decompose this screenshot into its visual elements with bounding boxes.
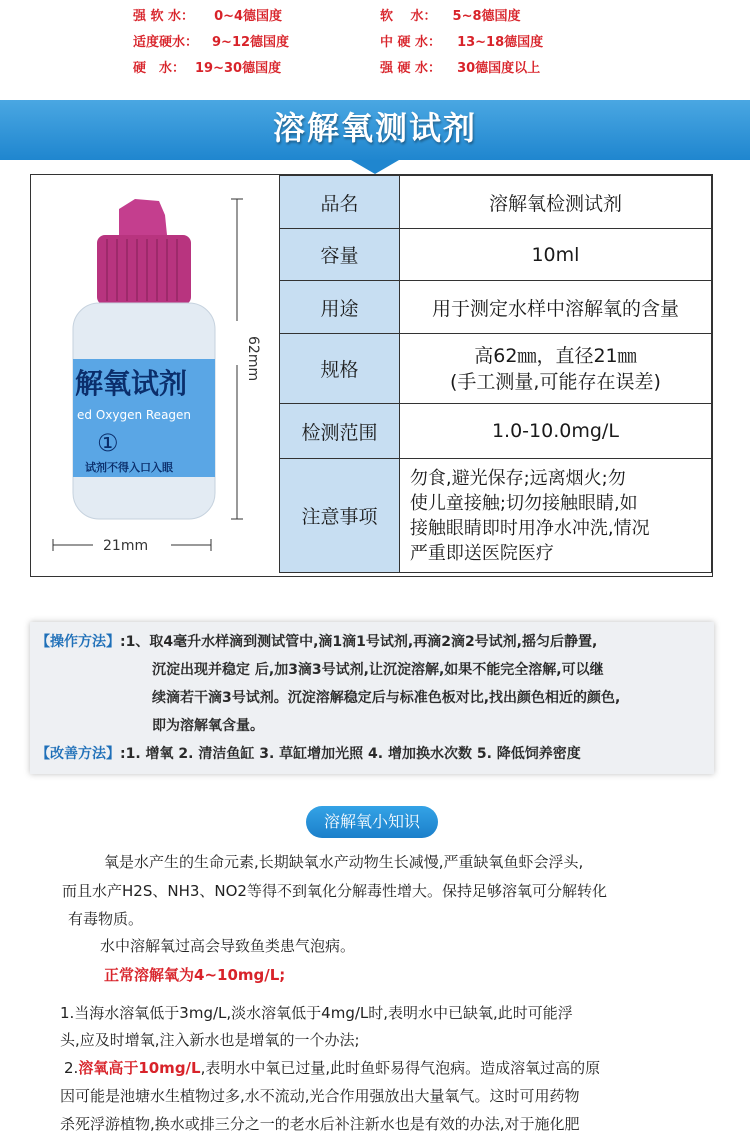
- spec-value: 用于测定水样中溶解氧的含量: [399, 281, 711, 334]
- width-dim-label: 21mm: [103, 538, 149, 554]
- spec-value: [399, 459, 711, 573]
- item2-line2: 因可能是池塘水生植物过多,水不流动,光合作用强放出大量氧气。这时可用药物: [60, 1087, 580, 1105]
- hardness-row-1-right: 软 水： 5~8德国度: [380, 9, 521, 24]
- spec-table: [279, 175, 712, 573]
- product-photo: [31, 175, 279, 576]
- operation-box: [30, 622, 714, 774]
- product-info: [30, 174, 713, 577]
- title-banner: [0, 100, 750, 160]
- hardness-row-2-left: 适度硬水： 9~12德国度: [133, 35, 290, 50]
- spec-value-line: 接触眼睛即时用净水冲洗,情况: [409, 517, 650, 539]
- item2-highlight: 溶氧高于10mg/L: [78, 1059, 201, 1077]
- banner-title: 溶解氧测试剂: [272, 109, 477, 147]
- bottle-label-num: ①: [97, 429, 119, 457]
- bottle-label-warn: 试剂不得入口入眼: [85, 461, 173, 474]
- improve-line: 【改善方法】:1. 增氧 2. 清洁鱼缸 3. 草缸增加光照 4. 增加换水次数 5. 降低饲养密度: [36, 746, 581, 762]
- bottle-label-en: ed Oxygen Reagen: [77, 408, 192, 422]
- spec-value-line: (手工测量,可能存在误差): [450, 370, 661, 393]
- knowledge-pill: 溶解氧小知识: [306, 806, 438, 838]
- spec-key: 规格: [280, 334, 400, 404]
- spec-value: [399, 334, 711, 404]
- spec-value-line: 严重即送医院医疗: [409, 542, 554, 564]
- spec-value-line: 勿食,避光保存;远离烟火;勿: [409, 467, 626, 489]
- hardness-table: [0, 0, 750, 82]
- hardness-row-3-right: 强 硬 水： 30德国度以上: [380, 61, 541, 76]
- spec-key: 用途: [280, 281, 400, 334]
- improve-tag: 【改善方法】: [36, 746, 120, 762]
- method-line-3: 续滴若干滴3号试剂。沉淀溶解稳定后与标准色板对比,找出颜色相近的颜色,: [152, 690, 621, 706]
- spec-value-line: 高62㎜，直径21㎜: [474, 344, 637, 367]
- knowledge-p2: 水中溶解氧过高会导致鱼类患气泡病。: [100, 937, 356, 955]
- item2-line3: 杀死浮游植物,换水或排三分之一的老水后补注新水也是有效的办法,对于施化肥: [60, 1115, 580, 1133]
- normal-range: 正常溶解氧为4~10mg/L;: [104, 966, 286, 984]
- spec-value: 1.0-10.0mg/L: [399, 404, 711, 459]
- height-dim-label: 62mm: [245, 336, 261, 382]
- spec-key: 品名: [280, 176, 400, 229]
- knowledge-p1-line3: 有毒物质。: [68, 910, 144, 928]
- spec-row: [280, 229, 712, 281]
- knowledge-p1-line1: 氧是水产生的生命元素,长期缺氧水产动物生长减慢,严重缺氧鱼虾会浮头,: [104, 853, 584, 871]
- method-line-2: 沉淀出现并稳定 后,加3滴3号试剂,让沉淀溶解,如果不能完全溶解,可以继: [152, 662, 604, 678]
- spec-key: 检测范围: [280, 404, 400, 459]
- item2-line1: 2.溶氧高于10mg/L,表明水中氧已过量,此时鱼虾易得气泡病。造成溶氧过高的原: [64, 1059, 601, 1077]
- spec-value-line: 使儿童接触;切勿接触眼睛,如: [409, 492, 638, 514]
- spec-value: 溶解氧检测试剂: [399, 176, 711, 229]
- item1-line1: 1.当海水溶氧低于3mg/L,淡水溶氧低于4mg/L时,表明水中已缺氧,此时可能浮: [60, 1004, 573, 1022]
- method-line-1: 【操作方法】:1、取4毫升水样滴到测试管中,滴1滴1号试剂,再滴2滴2号试剂,摇匀后静置,: [36, 634, 598, 650]
- spec-row: [280, 334, 712, 404]
- bottle-label-cn: 解氧试剂: [75, 367, 188, 400]
- bottle-illustration: [31, 175, 279, 576]
- hardness-row-3-left: 硬 水： 19~30德国度: [133, 61, 282, 76]
- method-line-4: 即为溶解氧含量。: [152, 718, 264, 734]
- spec-row: [280, 281, 712, 334]
- banner-notch: [351, 160, 399, 174]
- spec-key: 容量: [280, 229, 400, 281]
- bottle-cap-tip: [119, 199, 167, 237]
- spec-row: [280, 404, 712, 459]
- spec-row: [280, 176, 712, 229]
- method-tag: 【操作方法】: [36, 634, 120, 650]
- knowledge-p1-line2: 而且水产H2S、NH3、NO2等得不到氧化分解毒性增大。保持足够溶氧可分解转化: [62, 882, 607, 900]
- hardness-row-1-left: 强 软 水： 0~4德国度: [133, 9, 283, 24]
- item1-line2: 头,应及时增氧,注入新水也是增氧的一个办法;: [60, 1031, 360, 1049]
- hardness-row-2-right: 中 硬 水： 13~18德国度: [380, 35, 544, 50]
- spec-key: 注意事项: [280, 459, 400, 573]
- spec-value: 10ml: [399, 229, 711, 281]
- spec-row: [280, 459, 712, 573]
